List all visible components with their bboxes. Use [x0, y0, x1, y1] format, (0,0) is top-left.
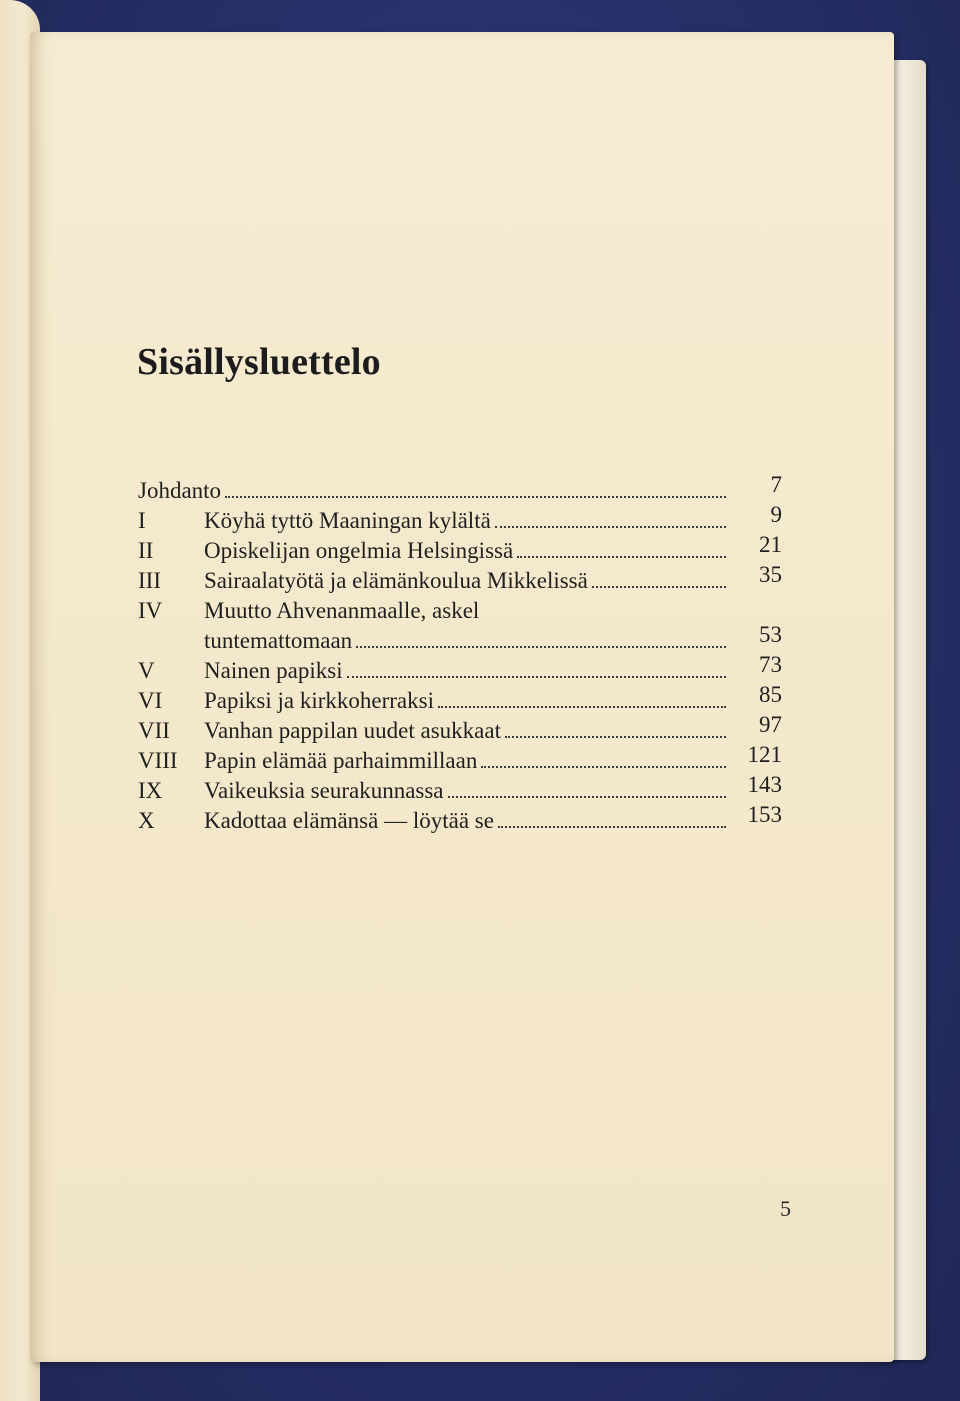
- table-of-contents: [138, 472, 788, 836]
- toc-row: [138, 596, 788, 626]
- toc-page-number: 143: [747, 772, 782, 797]
- toc-page-number: 21: [759, 532, 782, 557]
- toc-chapter-number: V: [138, 658, 155, 683]
- toc-entry-title: Muutto Ahvenanmaalle, askel: [204, 598, 480, 623]
- toc-page-number: 121: [747, 742, 782, 767]
- toc-entry-title: tuntemattomaan: [204, 628, 353, 653]
- toc-row: [138, 532, 788, 566]
- page-title: Sisällysluettelo: [137, 341, 381, 383]
- dot-leader: [225, 495, 726, 498]
- toc-entry-title: Köyhä tyttö Maaningan kylältä: [204, 508, 491, 533]
- toc-entry-title: Papiksi ja kirkkoherraksi: [204, 688, 434, 713]
- dot-leader: [356, 645, 726, 648]
- toc-row: [138, 652, 788, 686]
- toc-row: [138, 562, 788, 596]
- dot-leader: [448, 795, 726, 798]
- toc-chapter-number: I: [138, 508, 146, 533]
- toc-chapter-number: VIII: [138, 748, 178, 773]
- toc-entry-title: Opiskelijan ongelmia Helsingissä: [204, 538, 514, 563]
- toc-page-number: 85: [759, 682, 782, 707]
- toc-entry-title: Papin elämää parhaimmillaan: [204, 748, 478, 773]
- toc-entry-title: Johdanto: [138, 478, 222, 503]
- dot-leader: [517, 555, 726, 558]
- toc-row: [138, 622, 788, 656]
- page-number: 5: [780, 1196, 791, 1221]
- toc-entry-title: Sairaalatyötä ja elämänkoulua Mikkelissä: [204, 568, 588, 593]
- toc-page-number: 97: [759, 712, 782, 737]
- toc-page-number: 9: [770, 502, 782, 527]
- toc-row: [138, 502, 788, 536]
- toc-row: [138, 472, 788, 506]
- toc-row: [138, 802, 788, 836]
- dot-leader: [438, 705, 726, 708]
- toc-entry-title: Vanhan pappilan uudet asukkaat: [204, 718, 501, 743]
- toc-entry-title: Vaikeuksia seurakunnassa: [204, 778, 444, 803]
- toc-row: [138, 742, 788, 776]
- toc-page-number: 73: [759, 652, 782, 677]
- dot-leader: [347, 675, 726, 678]
- toc-page-number: 7: [770, 472, 782, 497]
- toc-page-number: 35: [759, 562, 782, 587]
- toc-chapter-number: IX: [138, 778, 163, 803]
- dot-leader: [505, 735, 726, 738]
- dot-leader: [592, 585, 726, 588]
- dot-leader: [481, 765, 726, 768]
- toc-row: [138, 772, 788, 806]
- toc-chapter-number: IV: [138, 598, 163, 623]
- toc-chapter-number: III: [138, 568, 161, 593]
- toc-chapter-number: X: [138, 808, 155, 833]
- toc-row: [138, 712, 788, 746]
- toc-entry-title: Kadottaa elämänsä — löytää se: [204, 808, 494, 833]
- toc-page-number: 153: [747, 802, 782, 827]
- toc-chapter-number: VI: [138, 688, 163, 713]
- dot-leader: [495, 525, 726, 528]
- dot-leader: [498, 825, 726, 828]
- toc-entry-title: Nainen papiksi: [204, 658, 343, 683]
- toc-chapter-number: VII: [138, 718, 170, 743]
- toc-page-number: 53: [759, 622, 782, 647]
- toc-row: [138, 682, 788, 716]
- toc-chapter-number: II: [138, 538, 154, 563]
